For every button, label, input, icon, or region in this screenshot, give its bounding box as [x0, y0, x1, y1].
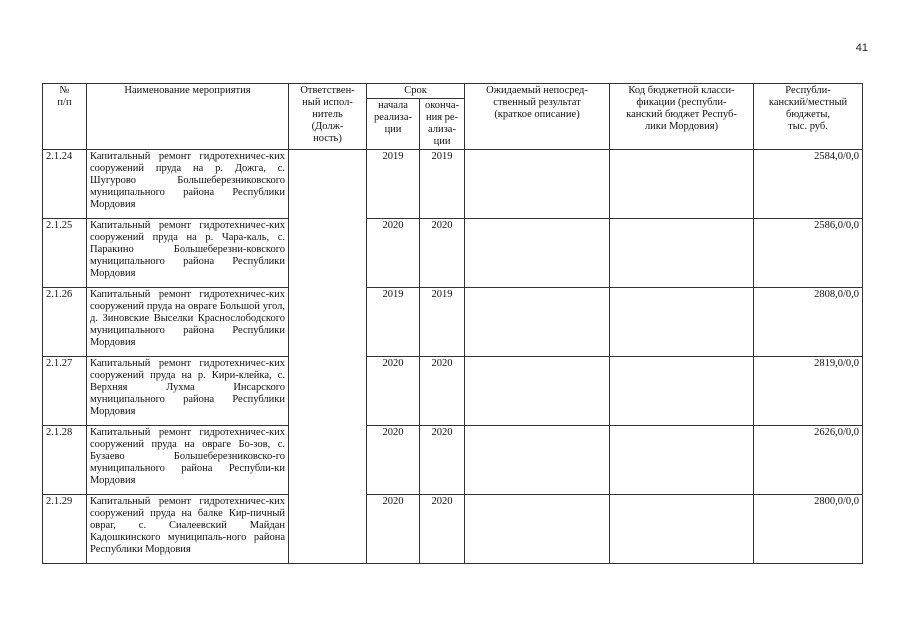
- header-name: Наименование мероприятия: [87, 84, 289, 150]
- row-end: 2020: [420, 219, 465, 288]
- row-result: [465, 495, 610, 564]
- row-num: 2.1.29: [43, 495, 87, 564]
- row-budget: 2586,0/0,0: [754, 219, 863, 288]
- header-term-end: оконча- ния ре- ализа- ции: [420, 99, 465, 150]
- row-start: 2019: [367, 288, 420, 357]
- row-start: 2020: [367, 495, 420, 564]
- row-start: 2020: [367, 426, 420, 495]
- row-code: [610, 150, 754, 219]
- row-code: [610, 426, 754, 495]
- row-end: 2020: [420, 495, 465, 564]
- row-budget: 2819,0/0,0: [754, 357, 863, 426]
- row-result: [465, 357, 610, 426]
- row-name: Капитальный ремонт гидротехничес-ких сооружений пруда на овраге Большой угол, д. Зиновские Выселки Краснослободского муниципального района Республики Мордовия: [87, 288, 289, 357]
- responsible-cell: [289, 150, 367, 564]
- header-num: № п/п: [43, 84, 87, 150]
- row-budget: 2584,0/0,0: [754, 150, 863, 219]
- row-start: 2020: [367, 219, 420, 288]
- header-budget: Республи- канский/местный бюджеты, тыс. руб.: [754, 84, 863, 150]
- row-num: 2.1.25: [43, 219, 87, 288]
- row-code: [610, 357, 754, 426]
- row-code: [610, 288, 754, 357]
- row-budget: 2800,0/0,0: [754, 495, 863, 564]
- row-name: Капитальный ремонт гидротехничес-ких сооружений пруда на р. Кири-клейка, с. Верхняя Лухма Инсарского муниципального района Республики Мордовия: [87, 357, 289, 426]
- table-row: [43, 426, 863, 495]
- row-result: [465, 219, 610, 288]
- row-end: 2020: [420, 357, 465, 426]
- row-end: 2020: [420, 426, 465, 495]
- row-budget: 2626,0/0,0: [754, 426, 863, 495]
- row-code: [610, 495, 754, 564]
- table-row: [43, 288, 863, 357]
- table-row: [43, 357, 863, 426]
- page-number: 41: [855, 42, 868, 54]
- row-start: 2020: [367, 357, 420, 426]
- table-row: [43, 495, 863, 564]
- row-end: 2019: [420, 150, 465, 219]
- row-code: [610, 219, 754, 288]
- header-term-start: начала реализа- ции: [367, 99, 420, 150]
- row-budget: 2808,0/0,0: [754, 288, 863, 357]
- row-name: Капитальный ремонт гидротехничес-ких сооружений пруда на р. Чара-каль, с. Паракино Большеберезни-ковского муниципального района Республики Мордовия: [87, 219, 289, 288]
- row-name: Капитальный ремонт гидротехничес-ких сооружений пруда на овраге Бо-зов, с. Бузаево Большеберезниковско-го муниципального района Республи-ки Мордовия: [87, 426, 289, 495]
- row-num: 2.1.28: [43, 426, 87, 495]
- row-num: 2.1.24: [43, 150, 87, 219]
- activities-table: [42, 83, 863, 564]
- row-result: [465, 426, 610, 495]
- header-term: Срок: [367, 84, 465, 99]
- row-num: 2.1.27: [43, 357, 87, 426]
- header-budget-code: Код бюджетной класси- фикации (республи- канский бюджет Респуб- лики Мордовия): [610, 84, 754, 150]
- row-end: 2019: [420, 288, 465, 357]
- row-name: Капитальный ремонт гидротехничес-ких сооружений пруда на р. Дожга, с. Шугурово Большеберезниковского муниципального района Республики Мордовия: [87, 150, 289, 219]
- header-responsible: Ответствен- ный испол- нитель (Долж- ность): [289, 84, 367, 150]
- row-num: 2.1.26: [43, 288, 87, 357]
- table-row: [43, 219, 863, 288]
- row-start: 2019: [367, 150, 420, 219]
- row-result: [465, 150, 610, 219]
- row-name: Капитальный ремонт гидротехничес-ких сооружений пруда на балке Кир-пичный овраг, с. Сиалеевский Майдан Кадошкинского муниципаль-ного района Республики Мордовия: [87, 495, 289, 564]
- row-result: [465, 288, 610, 357]
- table-row: [43, 150, 863, 219]
- header-result: Ожидаемый непосред- ственный результат (краткое описание): [465, 84, 610, 150]
